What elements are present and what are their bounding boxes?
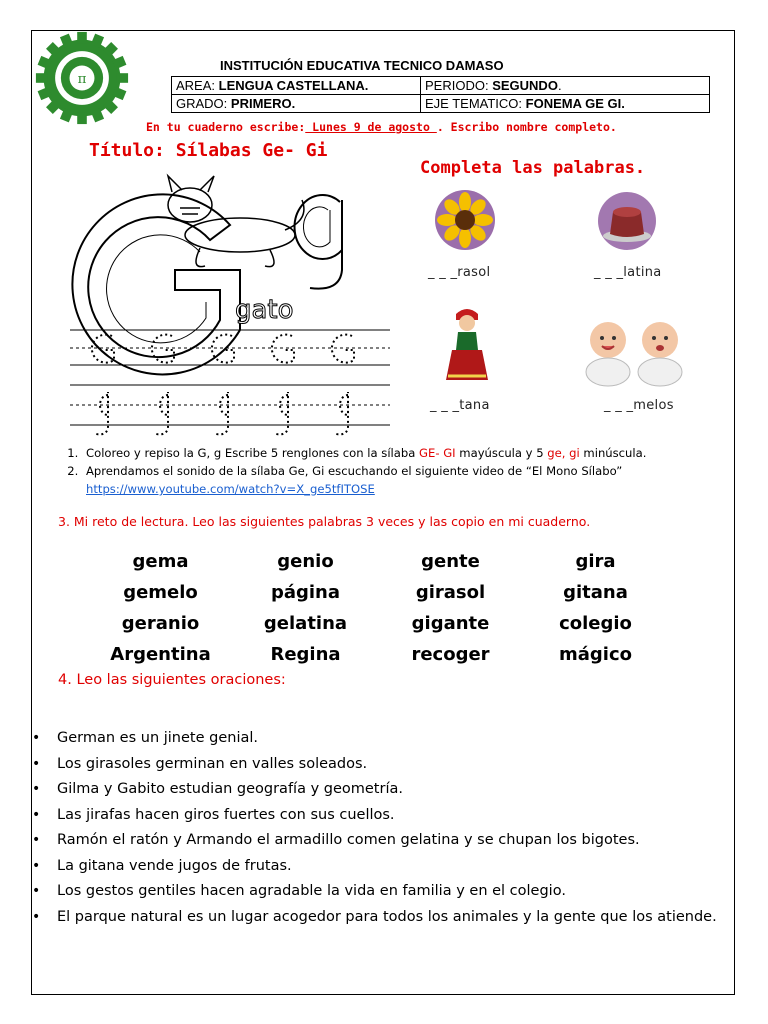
sentence-item: • Ramón el ratón y Armando el armadillo comen gelatina y se chupan los bigotes.	[30, 828, 730, 854]
periodo-suffix: .	[557, 78, 562, 93]
area-cell	[172, 77, 421, 95]
cat-icon	[168, 176, 304, 267]
video-link[interactable]: https://www.youtube.com/watch?v=X_ge5tfITOSE	[86, 482, 375, 496]
grado-label: GRADO:	[176, 96, 228, 111]
reading-word: colegio	[559, 613, 632, 634]
sentence-item: • Los girasoles germinan en valles soleados.	[30, 752, 730, 778]
periodo-cell	[421, 77, 710, 95]
sentence-item: • La gitana vende jugos de frutas.	[30, 854, 730, 880]
reading-word: página	[270, 582, 341, 603]
area-label: AREA:	[176, 78, 216, 93]
instruction-date: Lunes 9 de agosto	[305, 120, 437, 134]
grado-cell	[172, 95, 421, 113]
step-1-text-a: Coloreo y repiso la G, g Escribe 5 renglones con la sílaba	[86, 446, 420, 460]
gato-word: gato	[235, 295, 294, 325]
step-1-text-d: ge, gi	[547, 446, 580, 460]
reading-word: girasol	[415, 582, 486, 603]
sentences-list	[30, 726, 730, 930]
grado-value: PRIMERO.	[230, 96, 296, 111]
sentences-heading: 4. Leo las siguientes oraciones:	[58, 672, 286, 688]
svg-text:π: π	[77, 71, 87, 87]
picture-word-1: _ _ _rasol	[428, 265, 491, 280]
instruction-step-2	[82, 462, 768, 498]
sentence-item: • El parque natural es un lugar acogedor para todos los animales y la gente que los atiende.	[30, 905, 730, 931]
instructions-list	[56, 444, 768, 498]
eje-label: EJE TEMATICO:	[425, 96, 523, 111]
step-1-text-e: minúscula.	[579, 446, 647, 460]
twin-babies-icon	[578, 316, 690, 388]
reading-words-row	[88, 546, 688, 577]
reading-word: genio	[277, 551, 334, 572]
reading-word: Argentina	[110, 644, 211, 665]
school-logo-icon	[34, 30, 130, 126]
reading-words-row	[88, 608, 688, 639]
sentence-item: • Gilma y Gabito estudian geografía y geometría.	[30, 777, 730, 803]
complete-words-heading: Completa las palabras.	[420, 158, 646, 178]
reading-word: Regina	[270, 644, 341, 665]
eje-value: FONEMA GE GI.	[525, 96, 625, 111]
reading-word: gente	[421, 551, 480, 572]
periodo-label: PERIODO:	[425, 78, 489, 93]
letter-g-coloring-illustration	[70, 170, 390, 440]
reading-word: geranio	[121, 613, 200, 634]
sentence-item: • Los gestos gentiles hacen agradable la vida en familia y en el colegio.	[30, 879, 730, 905]
reading-word: gira	[575, 551, 616, 572]
page-title: Título: Sílabas Ge- Gi	[89, 140, 328, 161]
reading-words-grid	[88, 546, 688, 670]
picture-word-4: _ _ _melos	[604, 398, 674, 413]
reading-words-row	[88, 639, 688, 670]
periodo-value: SEGUNDO	[492, 78, 558, 93]
institution-name: INSTITUCIÓN EDUCATIVA TECNICO DAMASO	[220, 58, 504, 73]
sunflower-icon	[432, 190, 498, 250]
jelly-icon	[596, 192, 658, 250]
gypsy-woman-icon	[444, 306, 490, 386]
reading-word: gelatina	[263, 613, 348, 634]
reading-word: gitana	[563, 582, 628, 603]
reading-word: gemelo	[123, 582, 198, 603]
reading-word: recoger	[411, 644, 490, 665]
step-1-text-c: mayúscula y 5	[455, 446, 548, 460]
eje-cell	[421, 95, 710, 113]
area-value: LENGUA CASTELLANA.	[218, 78, 369, 93]
reading-words-row	[88, 577, 688, 608]
reading-word: gema	[132, 551, 189, 572]
step-1-text-b: GE- GI	[419, 446, 456, 460]
instruction-suffix: . Escribo nombre completo.	[436, 120, 617, 134]
reading-word: gigante	[411, 613, 490, 634]
instruction-step-1	[82, 444, 768, 462]
header-table	[171, 76, 710, 113]
picture-word-3: _ _ _tana	[430, 398, 490, 413]
reading-challenge-heading: 3. Mi reto de lectura. Leo las siguientes palabras 3 veces y las copio en mi cuaderno.	[58, 514, 591, 529]
picture-word-2: _ _ _latina	[594, 265, 662, 280]
notebook-instruction	[146, 120, 617, 134]
reading-word: mágico	[559, 644, 632, 665]
step-2-text: Aprendamos el sonido de la sílaba Ge, Gi escuchando el siguiente video de “El Mono Sílabo”	[86, 464, 623, 478]
sentence-item: • Las jirafas hacen giros fuertes con sus cuellos.	[30, 803, 730, 829]
instruction-prefix: En tu cuaderno escribe:	[146, 120, 306, 134]
sentence-item: • German es un jinete genial.	[30, 726, 730, 752]
